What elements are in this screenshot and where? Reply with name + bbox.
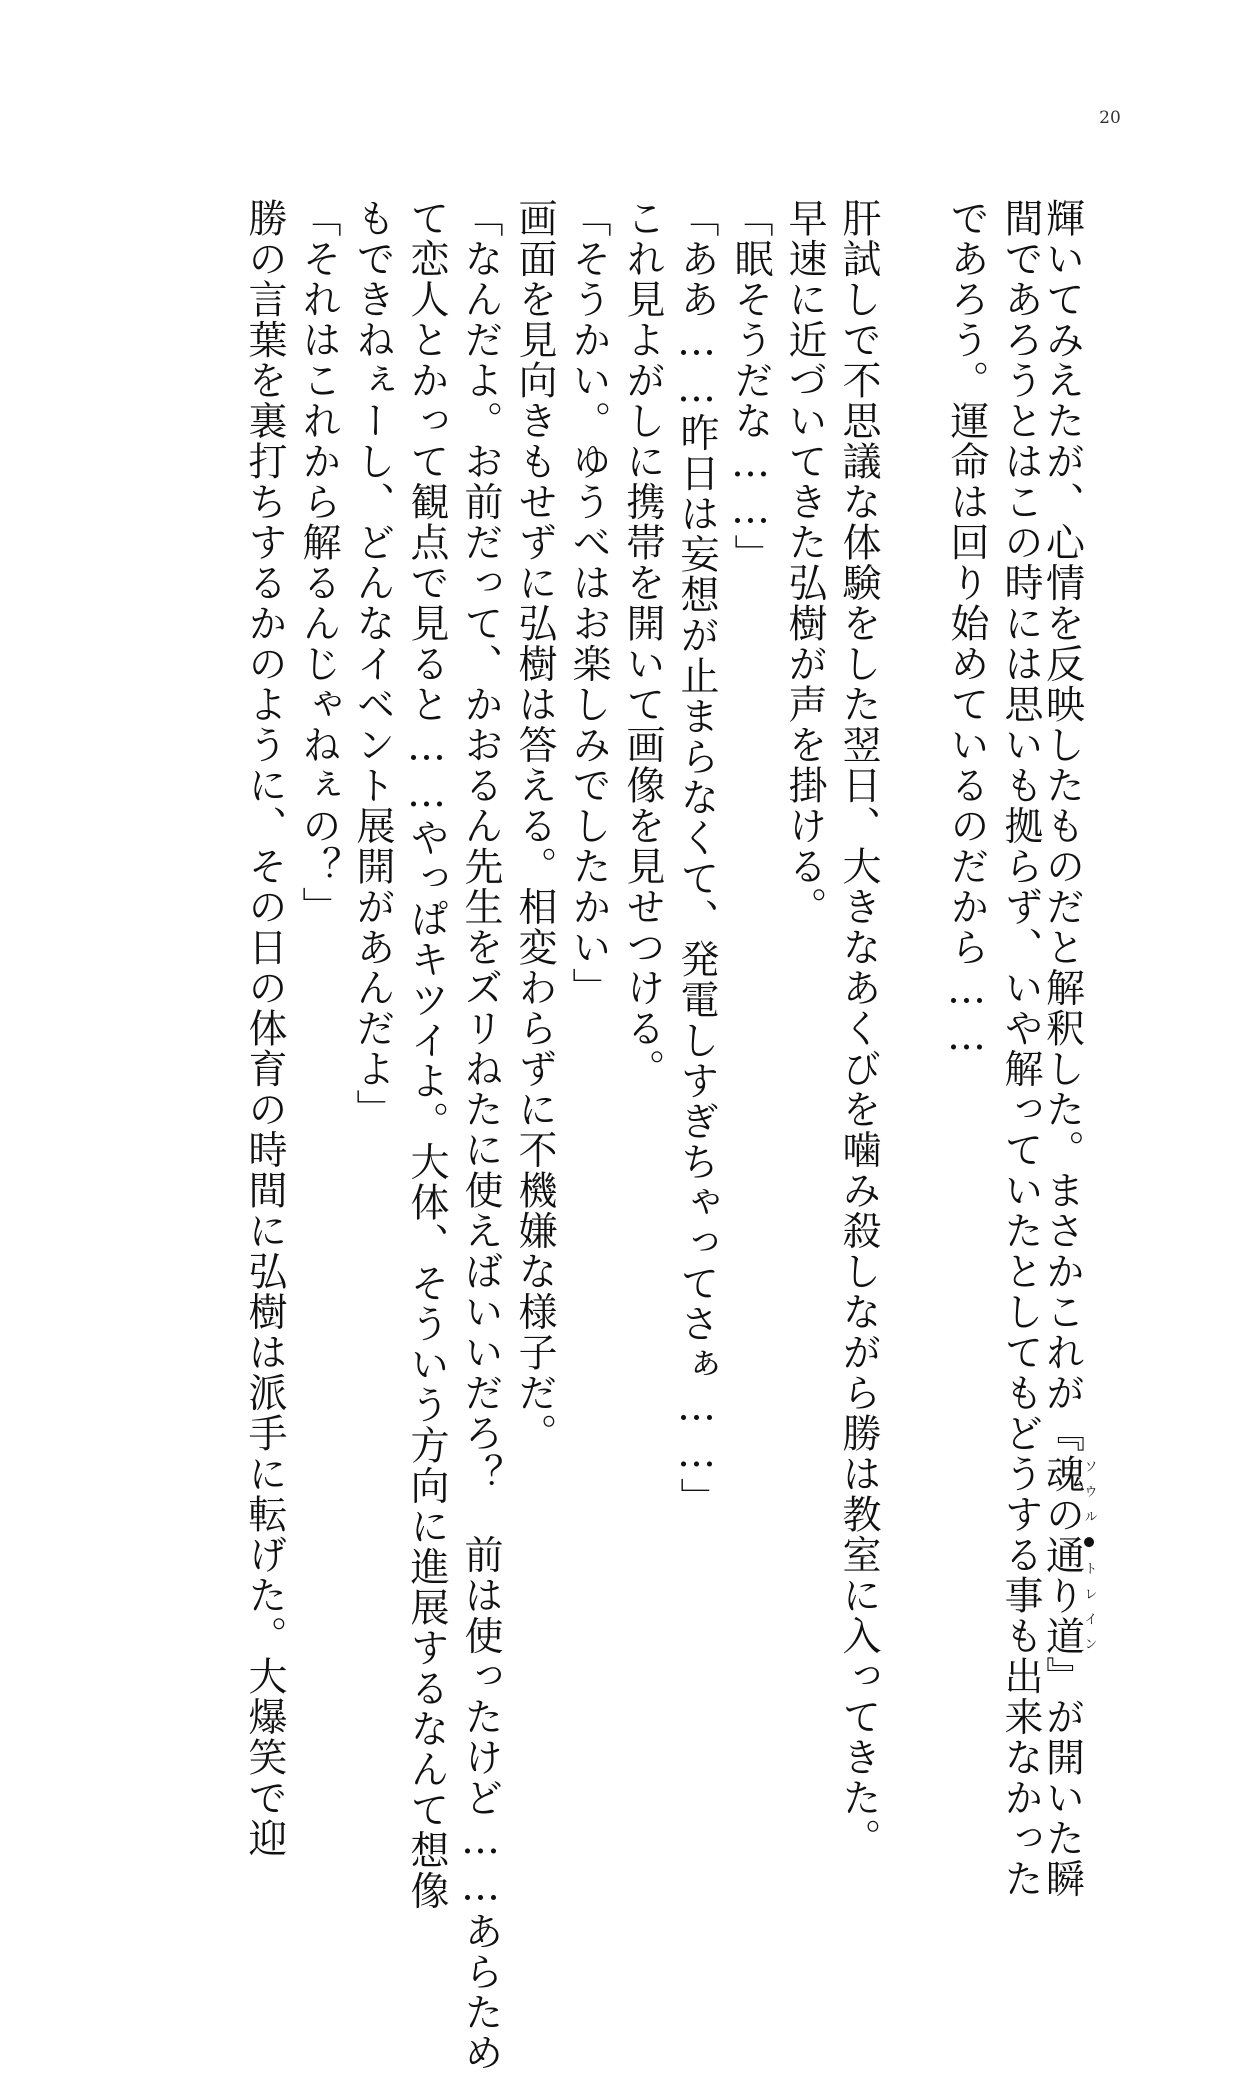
text-line-9: これ見よがしに携帯を開いて画像を見せつける。 (620, 198, 665, 1089)
text-line-11: 画面を見向きもせずに弘樹は答える。相変わらずに不機嫌な様子だ。 (512, 198, 557, 1454)
text-line-7: 「眠そうだな……」 (728, 198, 773, 575)
text-line-15: 「それはこれから解るんじゃねぇの？」 (296, 198, 341, 927)
text-line-14: もできねぇーし、どんなイベント展開があんだよ」 (350, 198, 395, 1130)
text-line-10: 「そうかい。ゆうべはお楽しみでしたかい」 (566, 198, 611, 1008)
text-line-1 (1039, 198, 1097, 1899)
page-number: 20 (1099, 108, 1121, 128)
text-line-3: であろう。運命は回り始めているのだから…… (944, 198, 989, 1061)
text-line-16: 勝の言葉を裏打ちするかのように、その日の体育の時間に弘樹は派手に転げた。大爆笑で迎 (242, 198, 287, 1859)
text-segment: 輝いてみえたが、心情を反映したものだと解釈した。まさかこれが『 (1039, 198, 1085, 1454)
ruby-reading: ソウル●トレイン (1081, 1453, 1097, 1656)
text-line-2: 間であろうとはこの時には思いも拠らず、いや解っていたとしてもどうする事も出来なかった (998, 198, 1043, 1899)
text-line-8: 「ああ……昨日は妄想が止まらなくて、発電しすぎちゃってさぁ……」 (674, 198, 719, 1518)
ruby-base: 魂の通り道 (1039, 1453, 1085, 1656)
text-line-6: 早速に近づいてきた弘樹が声を掛ける。 (782, 198, 827, 927)
text-segment: 』が開いた瞬 (1039, 1656, 1085, 1899)
text-line-5: 肝試しで不思議な体験をした翌日、大きなあくびを噛み殺しながら勝は教室に入ってきた。 (836, 198, 881, 1859)
ruby-term (1039, 1453, 1097, 1657)
blank-line (890, 198, 934, 238)
text-line-13: て恋人とかって観点で見ると……やっぱキツイよ。大体、そういう方向に進展するなんて想像 (404, 198, 449, 1911)
text-line-12: 「なんだよ。お前だって、かおるん先生をズリねたに使えばいいだろ？ 前は使ったけど……あらため (458, 198, 503, 2073)
